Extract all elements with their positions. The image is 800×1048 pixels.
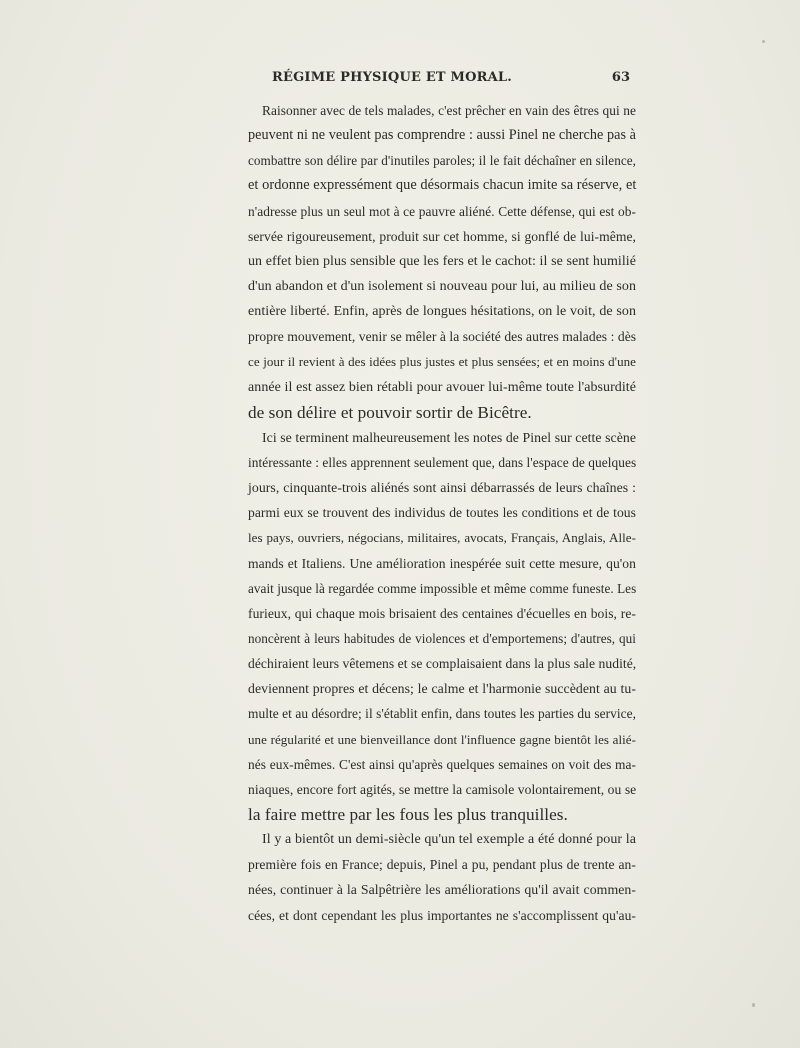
text-line: nées, continuer à la Salpêtrière les améliorations qu'il avait commen- [248, 882, 636, 898]
text-line: multe et au désordre; il s'établit enfin, dans toutes les parties du service, [248, 706, 636, 722]
paper-speck [752, 1003, 755, 1007]
page-number: 63 [611, 70, 630, 85]
text-line: n'adresse plus un seul mot à ce pauvre aliéné. Cette défense, qui est ob- [248, 203, 636, 219]
text-line: propre mouvement, venir se mêler à la société des autres malades : dès [248, 329, 637, 345]
text-line: peuvent ni ne veulent pas comprendre : aussi Pinel ne cherche pas à [248, 127, 636, 144]
text-line: ce jour il revient à des idées plus justes et plus sensées; et en moins d'une [248, 354, 636, 370]
text-line: mands et Italiens. Une amélioration inespérée suit cette mesure, qu'on [248, 555, 636, 571]
text-line: intéressante : elles apprennent seulement que, dans l'espace de quelques [248, 454, 637, 470]
text-line: noncèrent à leurs habitudes de violences et d'emportemens; d'autres, qui [248, 630, 636, 646]
text-line: les pays, ouvriers, négocians, militaires, avocats, Français, Anglais, Alle- [248, 530, 636, 546]
text-line: servée rigoureusement, produit sur cet homme, si gonflé de lui-même, [248, 228, 636, 244]
text-line: d'un abandon et d'un isolement si nouveau pour lui, au milieu de son [248, 278, 636, 294]
text-line: une régularité et une bienveillance dont l'influence gagne bientôt les alié- [248, 731, 636, 747]
text-line: combattre son délire par d'inutiles paroles; il le fait déchaîner en silence, [248, 153, 636, 169]
text-line: première fois en France; depuis, Pinel a pu, pendant plus de trente an- [248, 857, 636, 873]
text-line: niaques, encore fort agités, se mettre la camisole volontairement, ou se [248, 781, 637, 797]
running-head [248, 70, 638, 94]
text-line: Il y a bientôt un demi-siècle qu'un tel exemple a été donné pour la [262, 832, 636, 848]
text-line: Ici se terminent malheureusement les notes de Pinel sur cette scène [262, 429, 636, 445]
text-line: cées, et dont cependant les plus importantes ne s'accomplissent qu'au- [248, 907, 636, 923]
text-line: un effet bien plus sensible que les fers et le cachot: il se sent humilié [248, 253, 636, 269]
text-line: la faire mettre par les fous les plus tranquilles. [248, 804, 568, 824]
text-line: nés eux-mêmes. C'est ainsi qu'après quelques semaines on voit des ma- [248, 756, 636, 772]
text-line: Raisonner avec de tels malades, c'est prêcher en vain des êtres qui ne [262, 103, 636, 118]
text-line: de son délire et pouvoir sortir de Bicêtre. [248, 402, 532, 422]
text-line: déchiraient leurs vêtemens et se complaisaient dans la plus sale nudité, [248, 656, 637, 672]
body-text [248, 98, 636, 928]
text-line: avait jusque là regardée comme impossible et même comme funeste. Les [248, 580, 637, 596]
text-line: entière liberté. Enfin, après de longues hésitations, on le voit, de son [248, 304, 636, 320]
text-line: et ordonne expressément que désormais chacun imite sa réserve, et [248, 177, 637, 194]
running-title: RÉGIME PHYSIQUE ET MORAL. [272, 70, 513, 85]
paper-speck [762, 40, 765, 43]
text-line: deviennent propres et décens; le calme et l'harmonie succèdent au tu- [248, 681, 636, 697]
text-line: jours, cinquante-trois aliénés sont ainsi débarrassés de leurs chaînes : [248, 480, 636, 496]
text-line: furieux, qui chaque mois brisaient des centaines d'écuelles en bois, re- [248, 605, 636, 621]
text-line: parmi eux se trouvent des individus de toutes les conditions et de tous [248, 505, 636, 521]
text-line: année il est assez bien rétabli pour avouer lui-même toute l'absurdité [248, 379, 636, 395]
